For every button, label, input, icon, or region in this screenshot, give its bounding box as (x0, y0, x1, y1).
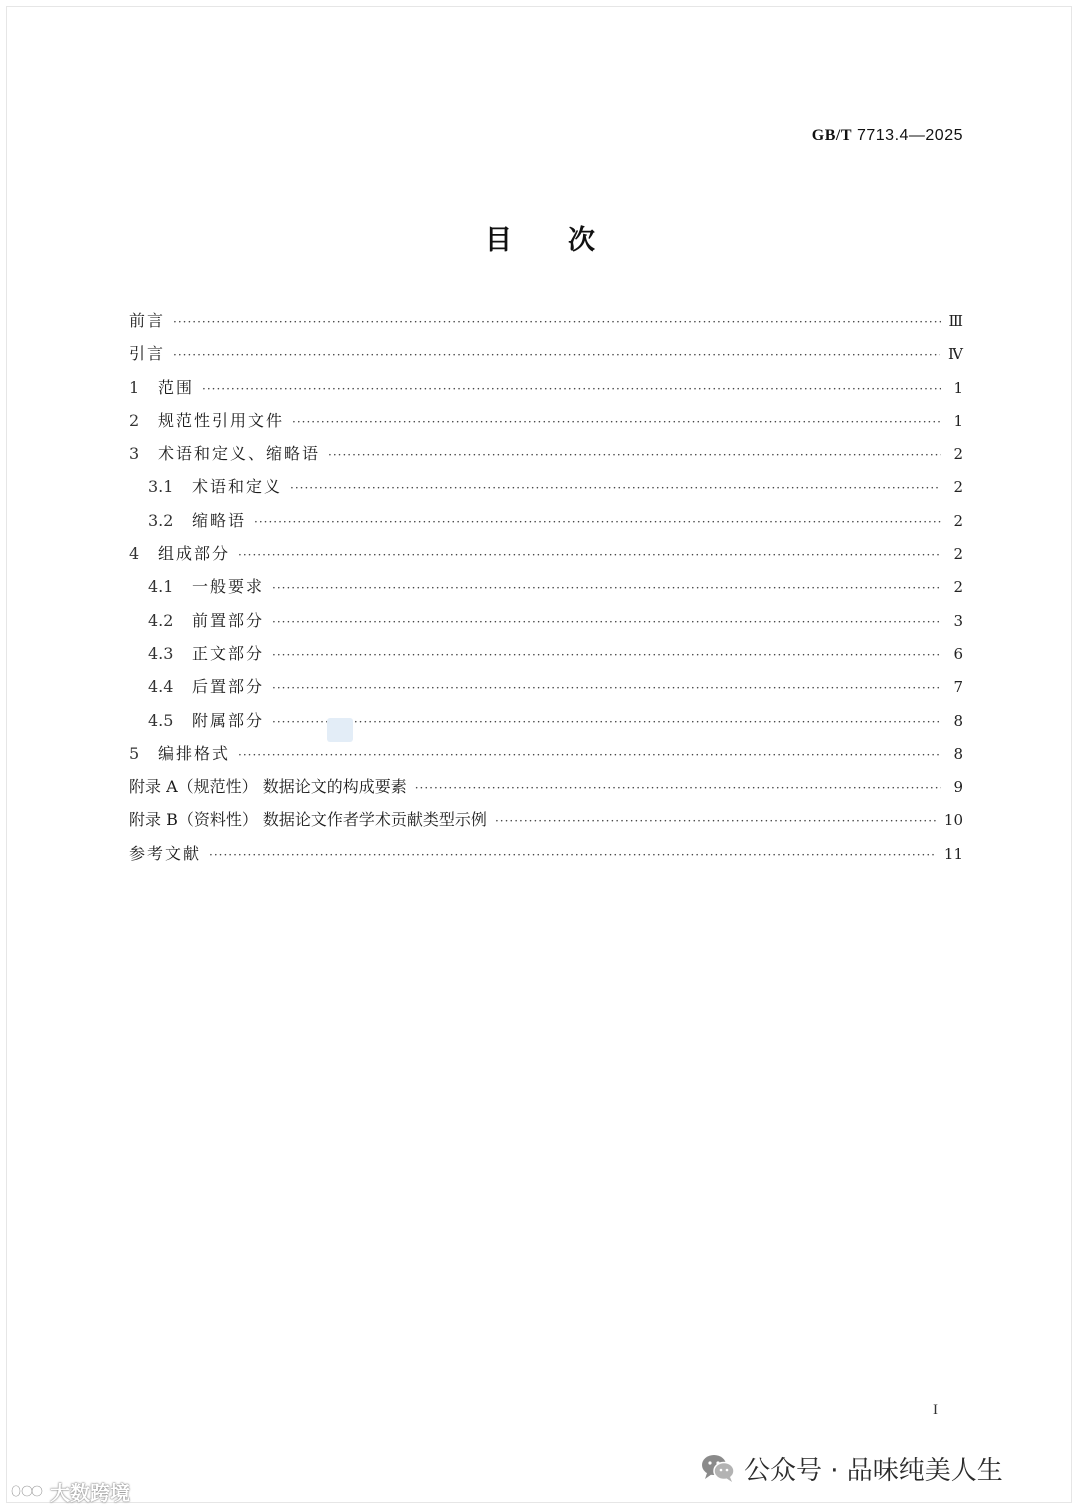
wechat-watermark-text: 公众号 · 品味纯美人生 (744, 1455, 1003, 1486)
toc-leader-dots (209, 839, 936, 872)
toc-entry (129, 304, 963, 337)
wechat-icon (700, 1453, 736, 1483)
toc-leader-dots (290, 472, 941, 505)
toc-entry (129, 704, 963, 737)
toc-entry-label: 范围 (158, 377, 195, 397)
toc-entry-label: 引言 (129, 344, 166, 364)
toc-entry-page: 11 (943, 844, 963, 863)
toc-leader-dots (292, 406, 941, 439)
toc-leader-dots (238, 739, 941, 772)
toc-entry (129, 504, 963, 537)
standard-code: GB/T 7713.4—2025 (811, 127, 963, 144)
toc-entry (129, 404, 963, 437)
toc-entry-label: 缩略语 (192, 510, 247, 530)
toc-entry (129, 637, 963, 670)
toc-leader-dots (254, 506, 941, 539)
toc-leader-dots (272, 606, 941, 639)
toc-list (129, 304, 963, 870)
toc-entry-label: 正文部分 (192, 643, 265, 663)
toc-leader-dots (328, 439, 941, 472)
toc-entry-page: 1 (953, 378, 963, 397)
brand-logo-icon (8, 1480, 44, 1502)
toc-entry-label: 组成部分 (158, 544, 231, 564)
toc-entry-page: 3 (953, 611, 963, 630)
toc-entry-label: 一般要求 (192, 577, 265, 597)
toc-entry-page: 2 (953, 511, 963, 530)
toc-leader-dots (173, 306, 941, 339)
toc-entry-label: 编排格式 (158, 743, 231, 763)
page-number: I (933, 1402, 938, 1418)
toc-entry-number: 4 (129, 544, 140, 564)
toc-entry-label: 附录 A（规范性） 数据论文的构成要素 (129, 777, 407, 797)
toc-leader-dots (202, 373, 941, 406)
toc-entry-page: 8 (953, 744, 963, 763)
faint-stamp (327, 718, 353, 742)
toc-title: 目次 (485, 225, 651, 256)
toc-entry-number: 4.4 (148, 677, 174, 697)
toc-entry (129, 437, 963, 470)
toc-entry-page: Ⅲ (948, 312, 963, 330)
toc-entry-number: 2 (129, 410, 140, 430)
toc-entry-page: 2 (953, 578, 963, 597)
toc-entry (129, 371, 963, 404)
toc-leader-dots (272, 572, 941, 605)
toc-entry (129, 537, 963, 570)
toc-entry (129, 737, 963, 770)
toc-entry (129, 837, 963, 870)
toc-entry-page: 1 (953, 411, 963, 430)
toc-entry-number: 3 (129, 444, 140, 464)
toc-entry-number: 4.2 (148, 610, 174, 630)
toc-entry (129, 337, 963, 370)
toc-entry-number: 1 (129, 377, 140, 397)
toc-leader-dots (415, 772, 941, 805)
toc-entry (129, 803, 963, 836)
brand-watermark-text: 大数跨境 (50, 1480, 130, 1505)
toc-entry-page: 9 (953, 778, 963, 797)
toc-entry-number: 4.5 (148, 710, 174, 730)
toc-entry-page: 8 (953, 711, 963, 730)
toc-leader-dots (495, 805, 936, 838)
toc-entry (129, 770, 963, 803)
toc-entry-label: 附录 B（资料性） 数据论文作者学术贡献类型示例 (129, 810, 487, 830)
toc-entry (129, 470, 963, 503)
toc-entry-label: 术语和定义、缩略语 (158, 444, 321, 464)
toc-entry-label: 前置部分 (192, 610, 265, 630)
toc-entry-label: 术语和定义 (192, 477, 283, 497)
toc-entry-page: 2 (953, 545, 963, 564)
brand-watermark (8, 1478, 130, 1504)
wechat-watermark (700, 1452, 1003, 1484)
toc-entry-page: 2 (953, 445, 963, 464)
toc-leader-dots (173, 339, 940, 372)
toc-entry-page: Ⅳ (948, 345, 963, 364)
toc-leader-dots (272, 672, 941, 705)
toc-entry-page: 10 (943, 811, 963, 830)
toc-leader-dots (272, 706, 941, 739)
toc-entry-number: 4.1 (148, 577, 174, 597)
toc-entry-label: 规范性引用文件 (158, 410, 285, 430)
toc-entry-label: 参考文献 (129, 843, 202, 863)
toc-leader-dots (272, 639, 941, 672)
toc-entry-page: 7 (953, 678, 963, 697)
toc-leader-dots (238, 539, 941, 572)
toc-entry-label: 附属部分 (192, 710, 265, 730)
toc-entry (129, 670, 963, 703)
toc-entry-label: 后置部分 (192, 677, 265, 697)
toc-entry-page: 2 (953, 478, 963, 497)
toc-entry-number: 3.2 (148, 510, 174, 530)
toc-entry-number: 3.1 (148, 477, 174, 497)
toc-entry-page: 6 (953, 644, 963, 663)
toc-entry-label: 前言 (129, 311, 166, 330)
toc-entry (129, 570, 963, 603)
toc-entry (129, 604, 963, 637)
toc-entry-number: 4.3 (148, 643, 174, 663)
toc-entry-number: 5 (129, 743, 140, 763)
